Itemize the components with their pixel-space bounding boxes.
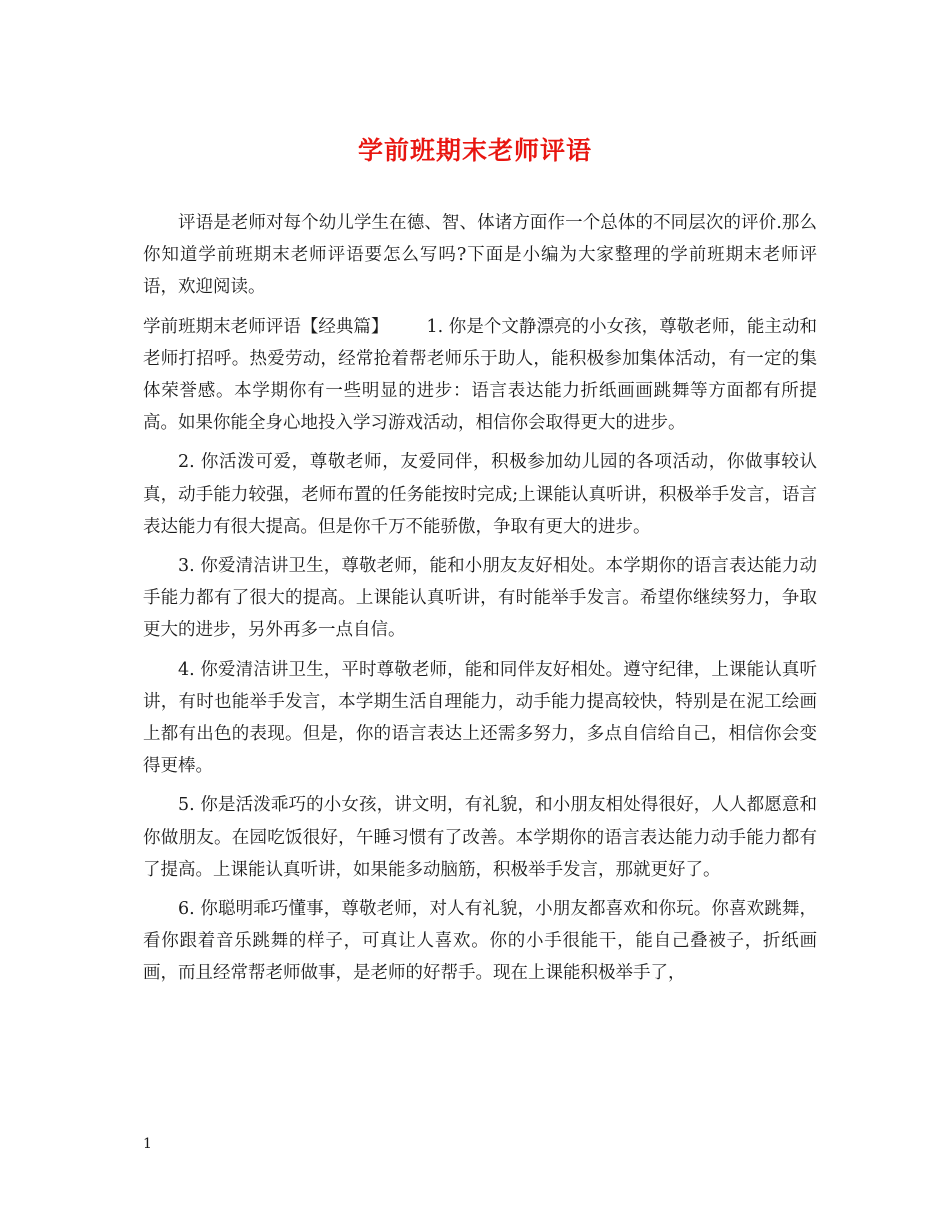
page-title: 学前班期末老师评语 xyxy=(357,136,592,165)
document-body xyxy=(143,207,817,997)
page-number: 1 xyxy=(143,1136,152,1152)
item-5: 5. 你是活泼乖巧的小女孩，讲文明，有礼貌，和小朋友相处得很好，人人都愿意和你做朋友。在园吃饭很好，午睡习惯有了改善。本学期你的语言表达能力动手能力都有了提高。上课能认真听讲，如果能多动脑筋，积极举手发言，那就更好了。 xyxy=(143,795,817,880)
item-6: 6. 你聪明乖巧懂事，尊敬老师，对人有礼貌，小朋友都喜欢和你玩。你喜欢跳舞，看你跟着音乐跳舞的样子，可真让人喜欢。你的小手很能干，能自己叠被子，折纸画画，而且经常帮老师做事，是老师的好帮手。现在上课能积极举手了， xyxy=(143,899,817,984)
item-1: 1. 你是个文静漂亮的小女孩，尊敬老师，能主动和老师打招呼。热爱劳动，经常抢着帮老师乐于助人，能积极参加集体活动，有一定的集体荣誉感。本学期你有一些明显的进步：语言表达能力折纸画画跳舞等方面都有所提高。如果你能全身心地投入学习游戏活动，相信你会取得更大的进步。 xyxy=(143,316,817,434)
section-heading: 学前班期末老师评语【经典篇】 xyxy=(143,316,389,337)
intro-paragraph: 评语是老师对每个幼儿学生在德、智、体诸方面作一个总体的不同层次的评价.那么你知道学前班期末老师评语要怎么写吗?下面是小编为大家整理的学前班期末老师评语，欢迎阅读。 xyxy=(143,213,817,298)
section-paragraph-1 xyxy=(143,311,817,440)
item-2: 2. 你活泼可爱，尊敬老师，友爱同伴，积极参加幼儿园的各项活动，你做事较认真，动手能力较强，老师布置的任务能按时完成;上课能认真听讲，积极举手发言，语言表达能力有很大提高。但是你千万不能骄傲，争取有更大的进步。 xyxy=(143,452,817,537)
item-4: 4. 你爱清洁讲卫生，平时尊敬老师，能和同伴友好相处。遵守纪律，上课能认真听讲，有时也能举手发言，本学期生活自理能力，动手能力提高较快，特别是在泥工绘画上都有出色的表现。但是，你的语言表达上还需多努力，多点自信给自己，相信你会变得更棒。 xyxy=(143,659,817,777)
item-3: 3. 你爱清洁讲卫生，尊敬老师，能和小朋友友好相处。本学期你的语言表达能力动手能力都有了很大的提高。上课能认真听讲，有时能举手发言。希望你继续努力，争取更大的进步，另外再多一点自信。 xyxy=(143,556,817,641)
